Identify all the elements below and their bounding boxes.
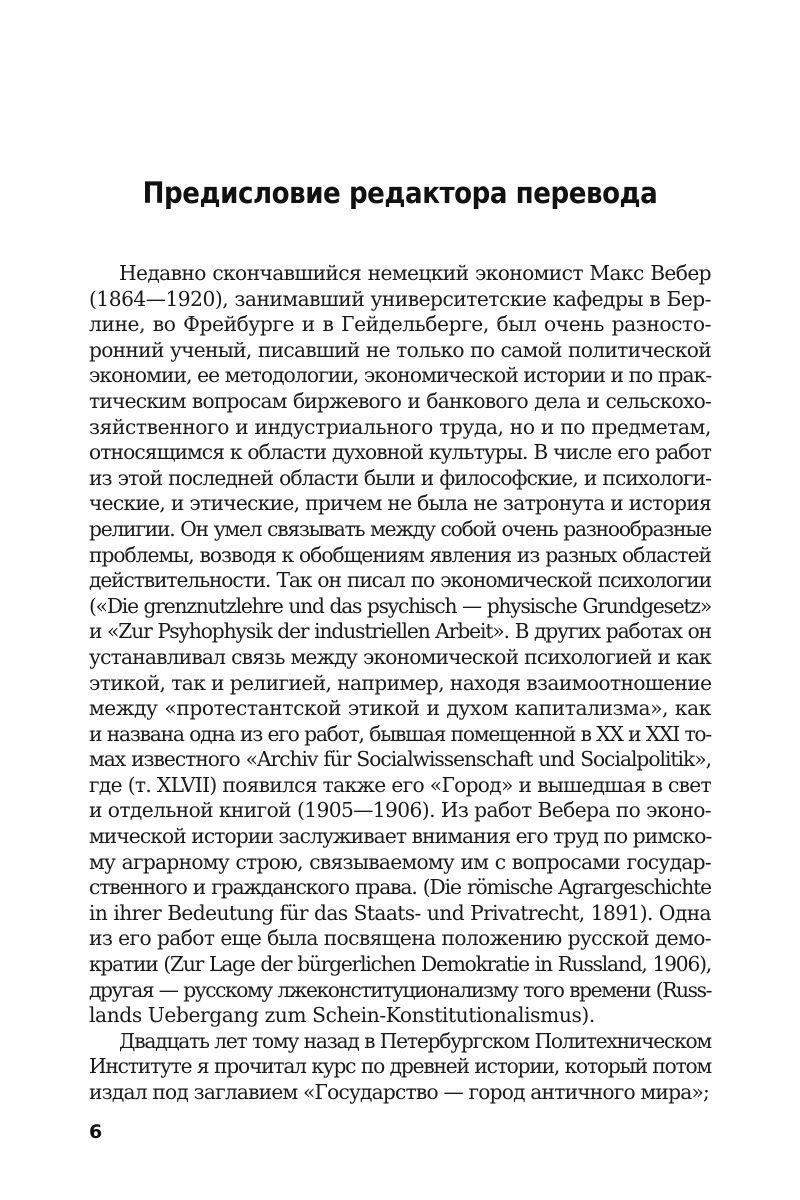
text-line: относящимся к области духовной культуры. В числе его работ [89, 440, 711, 465]
text-line: му аграрному строю, связываемому им с вопросами государ- [89, 849, 711, 874]
text-line: кратии (Zur Lage der bürgerlichen Demokratie in Russland, 1906), [89, 952, 711, 977]
text-line: другая — русскому лжеконституционализму того времени (Russ- [89, 977, 711, 1002]
text-line: этикой, так и религией, например, находя взаимоотношение [89, 670, 712, 695]
text-line: проблемы, возводя к обобщениям явления из разных областей [89, 542, 711, 567]
text-line: мической истории заслуживает внимания его труд по римско- [89, 824, 712, 849]
text-line: из его работ еще была посвящена положению русской демо- [89, 926, 711, 951]
text-line: устанавливал связь между экономической психологией и как [89, 644, 711, 669]
text-line: Институте я прочитал курс по древней истории, который потом [89, 1054, 711, 1079]
text-line: лине, во Фрейбурге и в Гейдельберге, был очень разносто- [89, 312, 711, 337]
text-line: in ihrer Bedeutung für das Staats- und Privatrecht, 1891). Одна [89, 900, 711, 925]
text-line: из этой последней области были и философские, и психологи- [89, 465, 711, 490]
body-text [89, 261, 711, 1106]
text-line: издал под заглавием «Государство — город античного мира»; [89, 1080, 709, 1104]
text-line: мах известного «Archiv für Socialwissenschaft und Socialpolitik», [89, 747, 711, 772]
text-line: религии. Он умел связывать между собой очень разнообразные [89, 516, 711, 541]
text-line: Двадцать лет тому назад в Петербургском Политехническом [119, 1028, 711, 1053]
text-line: (1864—1920), занимавший университетские кафедры в Бер- [89, 286, 711, 311]
page-number: 6 [89, 1121, 103, 1143]
text-line: экономии, ее методологии, экономической истории и по прак- [89, 363, 712, 388]
text-line: lands Uebergang zum Schein-Konstitutionalismus). [89, 1003, 595, 1028]
text-line: ственного и гражданского права. (Die römische Agrargeschichte [89, 875, 711, 900]
text-line: («Die grenznutzlehre und das psychisch — physische Grundgesetz» [89, 593, 711, 618]
text-line: действительности. Так он писал по экономической психологии [89, 568, 711, 593]
text-line: тическим вопросам биржевого и банкового дела и сельскохо- [89, 388, 711, 413]
page-title: Предисловие редактора перевода [142, 176, 658, 210]
text-line: ронний ученый, писавший не только по самой политической [89, 337, 711, 362]
text-line: между «протестантской этикой и духом капитализма», как [89, 696, 711, 721]
text-line: Недавно скончавшийся немецкий экономист Макс Вебер [119, 261, 711, 285]
text-line: зяйственного и индустриального труда, но и по предметам, [89, 414, 711, 439]
text-line: и «Zur Psyhophysik der industriellen Arbeit». В других работах он [89, 619, 711, 644]
text-line: ческие, и этические, причем не была не затронута и история [89, 491, 711, 516]
text-line: и отдельной книгой (1905—1906). Из работ Вебера по эконо- [89, 798, 711, 823]
text-line: и названа одна из его работ, бывшая помещенной в XX и XXI то- [89, 721, 711, 746]
text-line: где (т. XLVII) появился также его «Город» и вышедшая в свет [89, 772, 711, 797]
